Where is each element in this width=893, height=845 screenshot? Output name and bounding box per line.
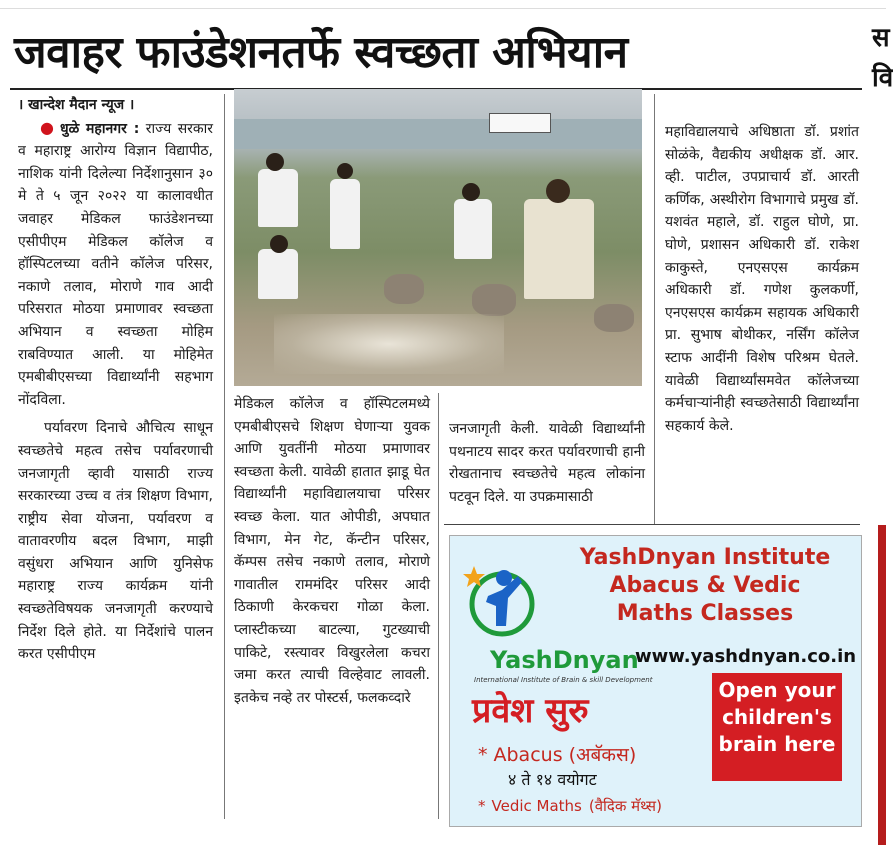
staff-figure [524, 199, 594, 299]
student-head [270, 235, 288, 253]
ad-brand: YashDnyan [490, 646, 639, 674]
photo-banner [489, 113, 551, 133]
adjacent-headline-fragment: स वि [872, 23, 893, 93]
collected-garbage [274, 314, 504, 374]
student-figure [330, 179, 360, 249]
dateline: धुळे महानगर : [59, 120, 140, 137]
paragraph-2: पर्यावरण दिनाचे औचित्य साधून स्वच्छतेचे महत्व तसेच पर्यावरणाची जनजागृती व्हावी यासाठी राज्य सरकारच्या उच्च व तंत्र शिक्षण विभाग, राष्ट्रीय सेवा योजना, पर्यावरण व वातावरणीय बदल विभाग, माझी वसुंधरा अभियान आणि युनिसेफ महाराष्ट्र राज्य कार्यक्रम यांनी स्वच्छतेविषयक जनजागृती करण्याचे निर्देश दिले होते. या निर्देशांचे पालन करत एसीपीएम [18, 420, 213, 663]
ad-age-group: ४ ते १४ वयोगट [508, 770, 597, 789]
top-edge-strip [0, 0, 886, 9]
adjacent-red-stripe [878, 525, 886, 845]
student-head [337, 163, 353, 179]
article-column-1 [18, 94, 213, 666]
article-column-4 [665, 121, 859, 437]
column-divider [654, 94, 655, 524]
column-3-text: जनजागृती केली. यावेळी विद्यार्थ्यांनी पथनाटय सादर करत पर्यावरणाची हानी रोखतानाच स्वच्छतेचे महत्व लोकांना पटवून दिले. या उपक्रमासाठी [449, 421, 645, 505]
ad-brand-tagline: International Institute of Brain & skill Development [474, 676, 653, 684]
student-figure [454, 199, 492, 259]
ad-course-vedic [478, 792, 662, 816]
ad-course-abacus-label: Abacus (अबॅकस) [493, 744, 637, 766]
adjacent-article-edge [874, 20, 886, 825]
rock [384, 274, 424, 304]
article-headline: जवाहर फाउंडेशनतर्फे स्वच्छता अभियान [14, 27, 628, 78]
ad-callout-box: Open your children's brain here [712, 673, 842, 781]
column-divider [224, 94, 225, 819]
column-4-text: महाविद्यालयाचे अधिष्ठाता डॉ. प्रशांत सोळंके, वैद्यकीय अधीक्षक डॉ. आर. व्ही. पाटील, उपप्राचार्य डॉ. आरती कर्णिक, अस्थीरोग विभागाचे प्रमुख डॉ. यशवंत महाले, डॉ. राहुल घोणे, प्रा. घोणे, प्रशासन अधिकारी डॉ. राकेश काकुस्ते, एनएसएस कार्यक्रम अधिकारी डॉ. गणेश कुलकर्णी, एनएसएस कार्यक्रम सहायक अधिकारी प्रा. सुभाष बोथीकर, नर्सिंग कॉलेज स्टाफ आदींनी विशेष परिश्रम घेतले. यावेळी विद्यार्थ्यांसमवेत कॉलेजच्या कर्मचाऱ्यांनीही स्वच्छतेसाठी विद्यार्थ्यांना सहकार्य केले. [665, 124, 859, 434]
rock [594, 304, 634, 332]
ad-title-line-2: Abacus & Vedic [609, 573, 801, 598]
student-figure [258, 249, 298, 299]
article-column-3 [449, 418, 645, 508]
article-column-2 [234, 393, 430, 709]
ad-title-line-3: Maths Classes [616, 601, 794, 626]
ad-website-link[interactable]: www.yashdnyan.co.in [635, 646, 857, 667]
star-icon: * [478, 797, 486, 815]
article-end-rule [444, 524, 860, 525]
star-icon: * [478, 744, 488, 766]
yashdnyan-logo-icon [462, 556, 542, 656]
bullet-dot-icon: ● [40, 117, 56, 137]
staff-head [546, 179, 570, 203]
ad-course-vedic-label: Vedic Maths [491, 797, 582, 815]
ad-title [555, 544, 855, 628]
source-tag: । खान्देश मैदान न्यूज । [18, 97, 135, 113]
article-photo [234, 89, 642, 386]
ad-admission-text: प्रवेश सुरु [472, 691, 589, 731]
column-2-text: मेडिकल कॉलेज व हॉस्पिटलमध्ये एमबीबीएसचे शिक्षण घेणाऱ्या युवक आणि युवतींनी मोठया प्रमाणावर स्वच्छता केली. यावेळी हातात झाडू घेत विद्यार्थ्यांनी महाविद्यालयाचा परिसर स्वच्छ केला. यात ओपीडी, अपघात विभाग, मेन गेट, कॅन्टीन परिसर, कॅम्पस तसेच नकाणे तलाव, मोराणे गावातील राममंदिर परिसर आदी ठिकाणी केरकचरा गोळा केला. प्लास्टीकच्या बाटल्या, गुटख्याची पाकिटे, रस्त्यावर विखुरलेला कचरा जमा करत त्याची विल्हेवाट लावली. इतकेच नव्हे तर पोस्टर्स, फलकव्दारे [234, 396, 430, 706]
paragraph-1: राज्य सरकार व महाराष्ट्र आरोग्य विज्ञान विद्यापीठ, नाशिक यांनी दिलेल्या निर्देशानुसान ३० मे ते ५ जून २०२२ या कालावधीत जवाहर मेडिकल फाउंडेशनच्या एसीपीएम मेडिकल कॉलेज व हॉस्पिटलच्या वतीने कॉलेज परिसर, नकाणे तलाव, मोराणे गाव आदी परिसरात मोठया प्रमाणावर स्वच्छता अभियान व स्वच्छता मोहिम राबविण्यात आली. या मोहिमेत एमबीबीएसच्या विद्यार्थ्यांनी सहभाग नोंदविला. [18, 120, 213, 408]
ad-course-abacus [478, 741, 636, 767]
column-divider [438, 393, 439, 819]
student-head [266, 153, 284, 171]
student-figure [258, 169, 298, 227]
student-head [462, 183, 480, 201]
ad-course-vedic-sub: (वैदिक मॅथ्स) [588, 797, 662, 815]
advertisement[interactable] [449, 535, 862, 827]
lake-water [234, 119, 642, 149]
ad-title-line-1: YashDnyan Institute [579, 545, 831, 570]
rock [472, 284, 516, 316]
